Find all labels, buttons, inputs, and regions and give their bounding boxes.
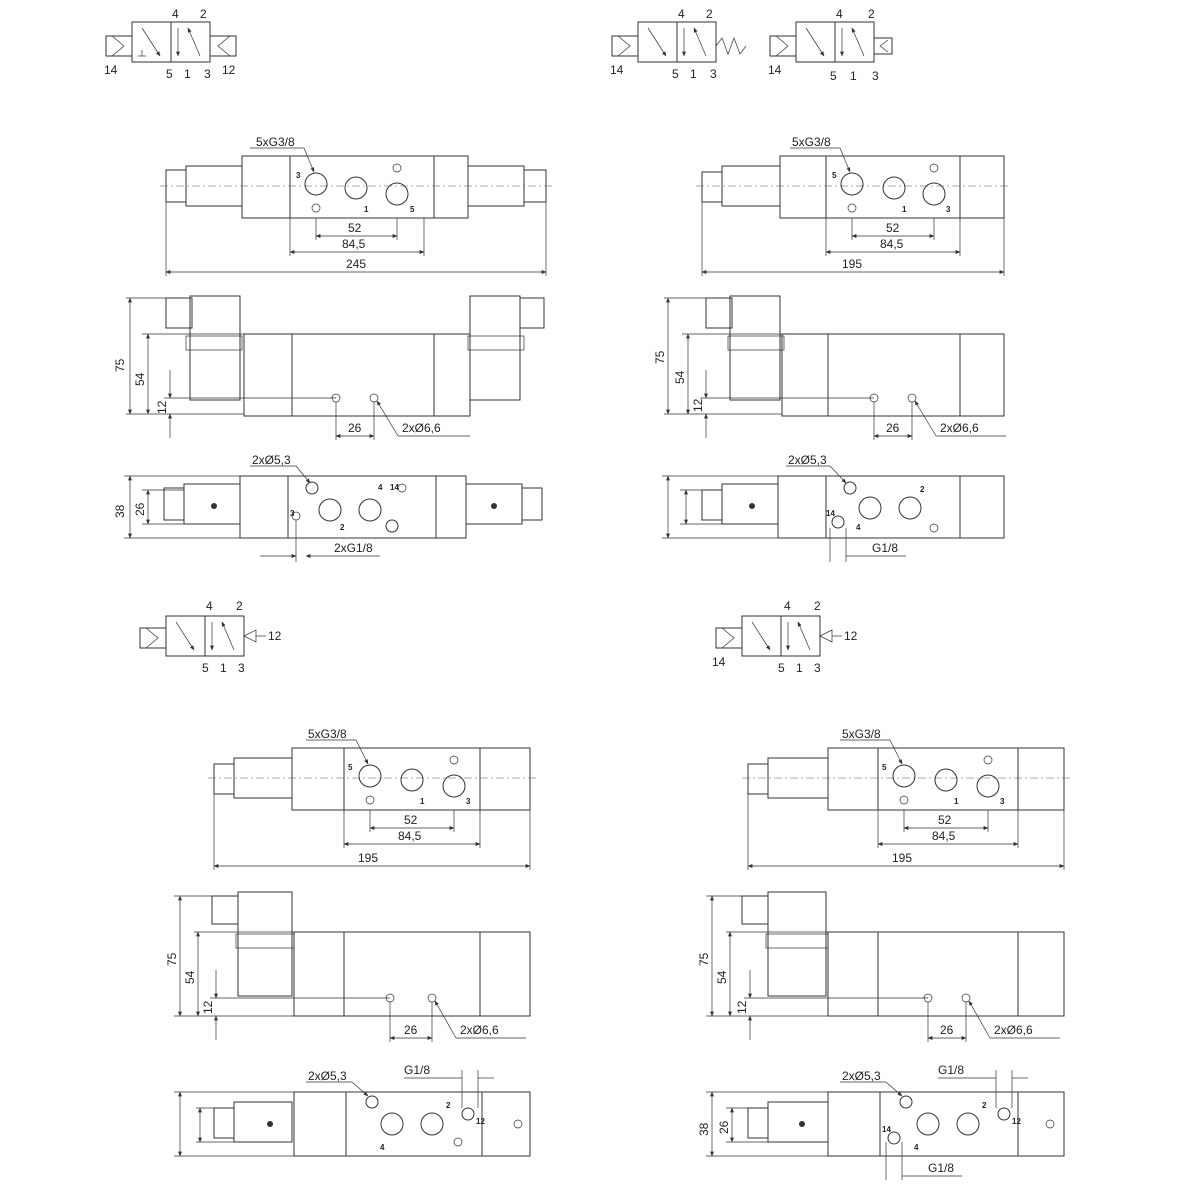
view-d-ports-label: 5xG3/8 bbox=[842, 727, 881, 741]
view-c-holes-53: 2xØ5,3 bbox=[308, 1069, 347, 1083]
view-d-bottom-view bbox=[697, 1063, 1064, 1180]
view-c-dim-195: 195 bbox=[358, 851, 379, 865]
sym-a-port-3: 3 bbox=[204, 67, 211, 81]
view-d-dim-52: 52 bbox=[938, 813, 952, 827]
view-c-dim-26: 26 bbox=[404, 1023, 418, 1037]
view-a-holes-66: 2xØ6,6 bbox=[402, 421, 441, 435]
view-c-bottom-view bbox=[174, 1063, 530, 1156]
view-d-port-5: 5 bbox=[882, 763, 887, 772]
sym-a-port-5: 5 bbox=[166, 67, 173, 81]
view-c-dim-12: 12 bbox=[201, 1000, 215, 1014]
view-d-gland-top: G1/8 bbox=[938, 1063, 965, 1077]
view-d-pilot-14: 14 bbox=[882, 1125, 891, 1134]
view-d-valve-symbol bbox=[712, 599, 858, 675]
view-b-port-1: 1 bbox=[902, 205, 907, 214]
view-d-port-3: 3 bbox=[1000, 797, 1005, 806]
view-d bbox=[697, 599, 1070, 1180]
view-c-holes-66: 2xØ6,6 bbox=[460, 1023, 499, 1037]
view-d-dim-195: 195 bbox=[892, 851, 913, 865]
sym-d-port-14: 14 bbox=[712, 655, 726, 669]
view-d-dim-75: 75 bbox=[697, 952, 711, 966]
sym-b1-port-5: 5 bbox=[672, 67, 679, 81]
view-d-dim-12: 12 bbox=[735, 1000, 749, 1014]
sym-c-port-1: 1 bbox=[220, 661, 227, 675]
view-b-holes-53: 2xØ5,3 bbox=[788, 453, 827, 467]
view-a-dim-84-5: 84,5 bbox=[342, 237, 366, 251]
view-c-dim-52: 52 bbox=[404, 813, 418, 827]
sym-c-port-5: 5 bbox=[202, 661, 209, 675]
view-d-gland-bottom: G1/8 bbox=[928, 1161, 955, 1175]
view-a-gland: 2xG1/8 bbox=[334, 541, 373, 555]
view-d-side-view bbox=[697, 892, 1064, 1042]
sym-b2-port-5: 5 bbox=[830, 69, 837, 83]
view-b-side-view bbox=[653, 296, 1006, 440]
sym-a-port-14: 14 bbox=[104, 63, 118, 77]
view-a-dim-12: 12 bbox=[155, 400, 169, 414]
view-a-out-2: 2 bbox=[340, 523, 345, 532]
view-d-out-2: 2 bbox=[982, 1101, 987, 1110]
sym-c-port-2: 2 bbox=[236, 599, 243, 613]
view-a-valve-symbol bbox=[104, 7, 236, 81]
view-a-dim-26: 26 bbox=[348, 421, 362, 435]
view-c-out-4: 4 bbox=[380, 1143, 385, 1152]
sym-d-port-4: 4 bbox=[784, 599, 791, 613]
view-b-dim-75: 75 bbox=[653, 350, 667, 364]
sym-d-port-5: 5 bbox=[778, 661, 785, 675]
view-d-out-4: 4 bbox=[914, 1143, 919, 1152]
view-a-side-view bbox=[113, 296, 544, 440]
view-c-ports-label: 5xG3/8 bbox=[308, 727, 347, 741]
view-d-dim-26: 26 bbox=[940, 1023, 954, 1037]
sym-b1-port-1: 1 bbox=[690, 67, 697, 81]
view-d-holes-66: 2xØ6,6 bbox=[994, 1023, 1033, 1037]
sym-b2-port-14: 14 bbox=[768, 63, 782, 77]
view-b-dim-195: 195 bbox=[842, 257, 863, 271]
view-d-holes-53: 2xØ5,3 bbox=[842, 1069, 881, 1083]
view-a-dim-54: 54 bbox=[133, 372, 147, 386]
sym-c-port-12: 12 bbox=[268, 629, 282, 643]
view-b bbox=[610, 7, 1010, 562]
view-c-port-3: 3 bbox=[466, 797, 471, 806]
sym-c-port-3: 3 bbox=[238, 661, 245, 675]
sym-b1-port-14: 14 bbox=[610, 63, 624, 77]
view-c-gland: G1/8 bbox=[404, 1063, 431, 1077]
view-b-dim-84-5: 84,5 bbox=[880, 237, 904, 251]
sym-c-port-4: 4 bbox=[206, 599, 213, 613]
sym-d-port-1: 1 bbox=[796, 661, 803, 675]
view-c-valve-symbol bbox=[140, 599, 282, 675]
sym-a-port-4: 4 bbox=[172, 7, 179, 21]
view-c-pilot-12: 12 bbox=[476, 1117, 485, 1126]
view-c-port-1: 1 bbox=[420, 797, 425, 806]
view-b-pilot-14: 14 bbox=[826, 509, 835, 518]
view-b-port-3: 3 bbox=[946, 205, 951, 214]
sym-d-port-3: 3 bbox=[814, 661, 821, 675]
view-a-dim-52: 52 bbox=[348, 221, 362, 235]
view-b-symbol-pilot bbox=[768, 7, 892, 83]
view-a-dim-75: 75 bbox=[113, 358, 127, 372]
view-b-out-2: 2 bbox=[920, 485, 925, 494]
sym-b1-port-3: 3 bbox=[710, 67, 717, 81]
view-d-dim-26b: 26 bbox=[717, 1120, 731, 1134]
view-d-dim-38: 38 bbox=[697, 1122, 711, 1136]
view-d-pilot-12: 12 bbox=[1012, 1117, 1021, 1126]
view-c-dim-84-5: 84,5 bbox=[398, 829, 422, 843]
view-d-port-1: 1 bbox=[954, 797, 959, 806]
view-b-dim-26: 26 bbox=[886, 421, 900, 435]
view-a-pilot-14: 14 bbox=[390, 483, 399, 492]
view-a-dim-38: 38 bbox=[113, 504, 127, 518]
view-a-bottom-view bbox=[113, 453, 542, 562]
view-b-top-view bbox=[696, 135, 1010, 276]
sym-b2-port-3: 3 bbox=[872, 69, 879, 83]
view-a-port-1: 1 bbox=[364, 205, 369, 214]
view-c-dim-75: 75 bbox=[165, 952, 179, 966]
sym-b1-port-4: 4 bbox=[678, 7, 685, 21]
view-b-symbol-spring bbox=[610, 7, 746, 81]
view-d-top-view bbox=[742, 727, 1070, 870]
view-b-bottom-view bbox=[662, 453, 1004, 562]
view-a-pilot-3: 3 bbox=[290, 509, 295, 518]
view-a-port-3: 3 bbox=[296, 171, 301, 180]
sym-b2-port-1: 1 bbox=[850, 69, 857, 83]
view-b-ports-label: 5xG3/8 bbox=[792, 135, 831, 149]
view-b-dim-54: 54 bbox=[673, 370, 687, 384]
view-a-ports-label: 5xG3/8 bbox=[256, 135, 295, 149]
view-c-dim-54: 54 bbox=[183, 970, 197, 984]
view-a-out-4: 4 bbox=[378, 483, 383, 492]
view-c-top-view bbox=[208, 727, 536, 870]
sym-a-port-12: 12 bbox=[222, 63, 236, 77]
view-d-dim-54: 54 bbox=[715, 970, 729, 984]
view-a bbox=[104, 7, 552, 562]
view-a-dim-26b: 26 bbox=[133, 502, 147, 516]
view-c bbox=[140, 599, 536, 1156]
view-b-gland: G1/8 bbox=[872, 541, 899, 555]
sym-a-port-1: 1 bbox=[184, 67, 191, 81]
view-a-dim-245: 245 bbox=[346, 257, 367, 271]
view-b-holes-66: 2xØ6,6 bbox=[940, 421, 979, 435]
view-c-side-view bbox=[165, 892, 530, 1042]
view-c-out-2: 2 bbox=[446, 1101, 451, 1110]
view-a-holes-53: 2xØ5,3 bbox=[252, 453, 291, 467]
sym-b1-port-2: 2 bbox=[706, 7, 713, 21]
view-b-dim-12: 12 bbox=[691, 398, 705, 412]
view-b-dim-52: 52 bbox=[886, 221, 900, 235]
view-c-port-5: 5 bbox=[348, 763, 353, 772]
view-a-port-5: 5 bbox=[410, 205, 415, 214]
sym-b2-port-2: 2 bbox=[868, 7, 875, 21]
view-d-dim-84-5: 84,5 bbox=[932, 829, 956, 843]
sym-b2-port-4: 4 bbox=[836, 7, 843, 21]
view-a-top-view bbox=[160, 135, 552, 276]
view-b-port-5: 5 bbox=[832, 171, 837, 180]
sym-a-port-2: 2 bbox=[200, 7, 207, 21]
sym-d-port-12: 12 bbox=[844, 629, 858, 643]
sym-d-port-2: 2 bbox=[814, 599, 821, 613]
view-b-out-4: 4 bbox=[856, 523, 861, 532]
